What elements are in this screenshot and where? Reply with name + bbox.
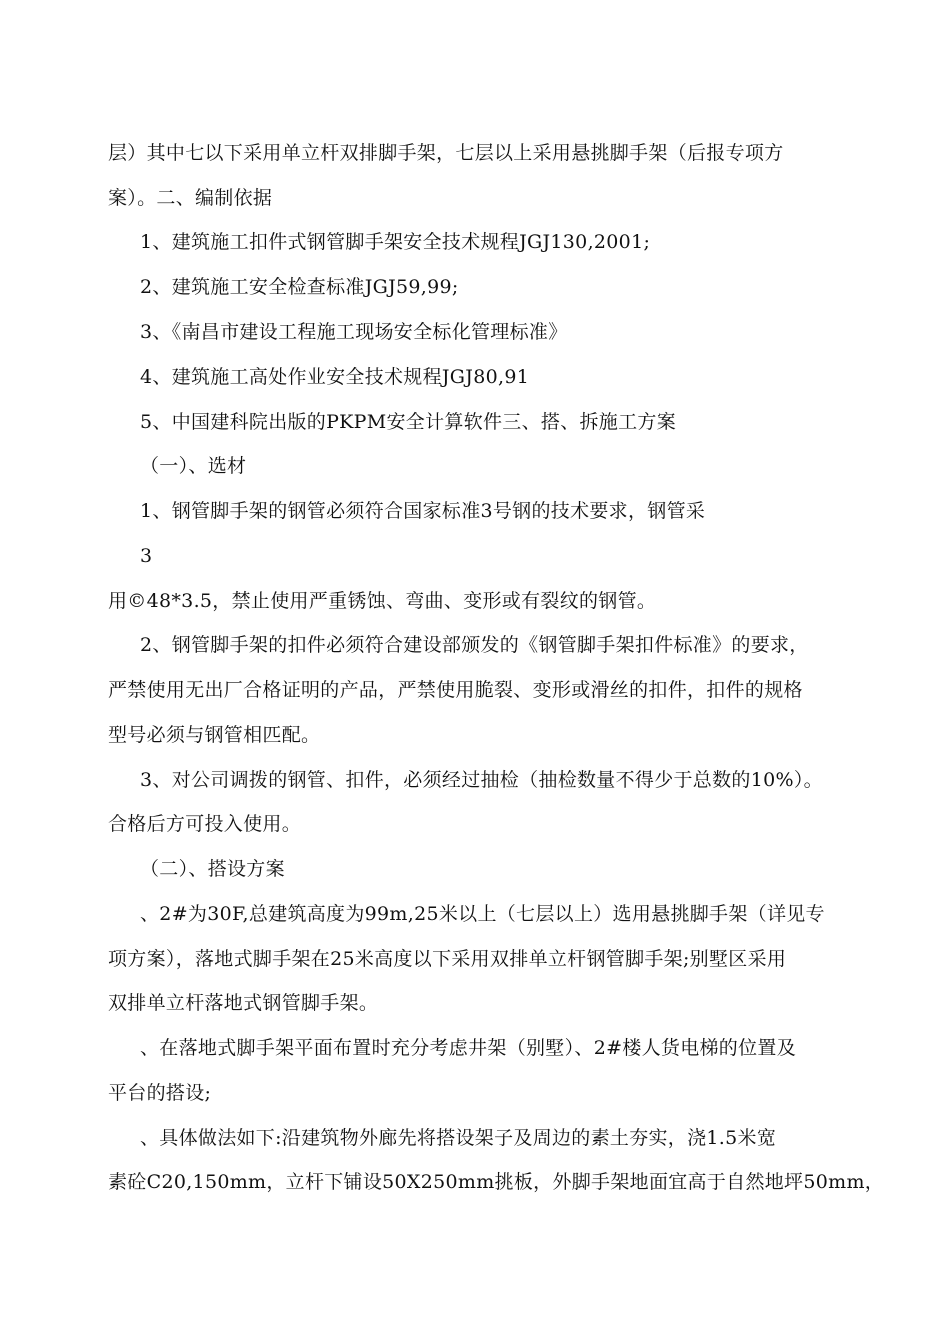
text-line-9: 1、钢管脚手架的钢管必须符合国家标准3号钢的技术要求，钢管采 xyxy=(140,500,706,522)
text-line-24: 素砼C20,150mm，立杆下铺设50X250mm挑板，外脚手架地面宜高于自然地坪50mm， xyxy=(108,1171,885,1193)
text-line-11: 用©48*3.5，禁止使用严重锈蚀、弯曲、变形或有裂纹的钢管。 xyxy=(108,590,657,612)
text-line-22: 平台的搭设; xyxy=(108,1082,212,1104)
text-line-23: 、具体做法如下:沿建筑物外廊先将搭设架子及周边的素土夯实，浇1.5米宽 xyxy=(140,1127,777,1149)
text-line-7: 5、中国建科院出版的PKPM安全计算软件三、搭、拆施工方案 xyxy=(140,411,677,433)
text-line-2: 案）。二、编制依据 xyxy=(108,187,273,209)
text-line-5: 3、《南昌市建设工程施工现场安全标化管理标准》 xyxy=(140,321,568,343)
section-heading-materials: （一）、选材 xyxy=(140,455,247,477)
text-line-10: 3 xyxy=(140,545,153,567)
text-line-13: 严禁使用无出厂合格证明的产品，严禁使用脆裂、变形或滑丝的扣件，扣件的规格 xyxy=(108,679,803,701)
text-line-1: 层）其中七以下采用单立杆双排脚手架，七层以上采用悬挑脚手架（后报专项方 xyxy=(108,142,784,164)
text-line-4: 2、建筑施工安全检查标准JGJ59,99; xyxy=(140,276,459,298)
text-line-3: 1、建筑施工扣件式钢管脚手架安全技术规程JGJ130,2001; xyxy=(140,231,651,253)
text-line-14: 型号必须与钢管相匹配。 xyxy=(108,724,321,746)
text-line-12: 2、钢管脚手架的扣件必须符合建设部颁发的《钢管脚手架扣件标准》的要求， xyxy=(140,634,809,656)
section-heading-erection: （二）、搭设方案 xyxy=(140,858,285,880)
text-line-16: 合格后方可投入使用。 xyxy=(108,813,302,835)
text-line-21: 、在落地式脚手架平面布置时充分考虑井架（别墅）、2#楼人货电梯的位置及 xyxy=(140,1037,797,1059)
text-line-6: 4、建筑施工高处作业安全技术规程JGJ80,91 xyxy=(140,366,530,388)
text-line-20: 双排单立杆落地式钢管脚手架。 xyxy=(108,992,379,1014)
text-line-15: 3、对公司调拨的钢管、扣件，必须经过抽检（抽检数量不得少于总数的10%）。 xyxy=(140,769,823,791)
text-line-18: 、2#为30F,总建筑高度为99m,25米以上（七层以上）选用悬挑脚手架（详见专 xyxy=(140,903,825,925)
text-line-19: 项方案），落地式脚手架在25米高度以下采用双排单立杆钢管脚手架;别墅区采用 xyxy=(108,948,787,970)
